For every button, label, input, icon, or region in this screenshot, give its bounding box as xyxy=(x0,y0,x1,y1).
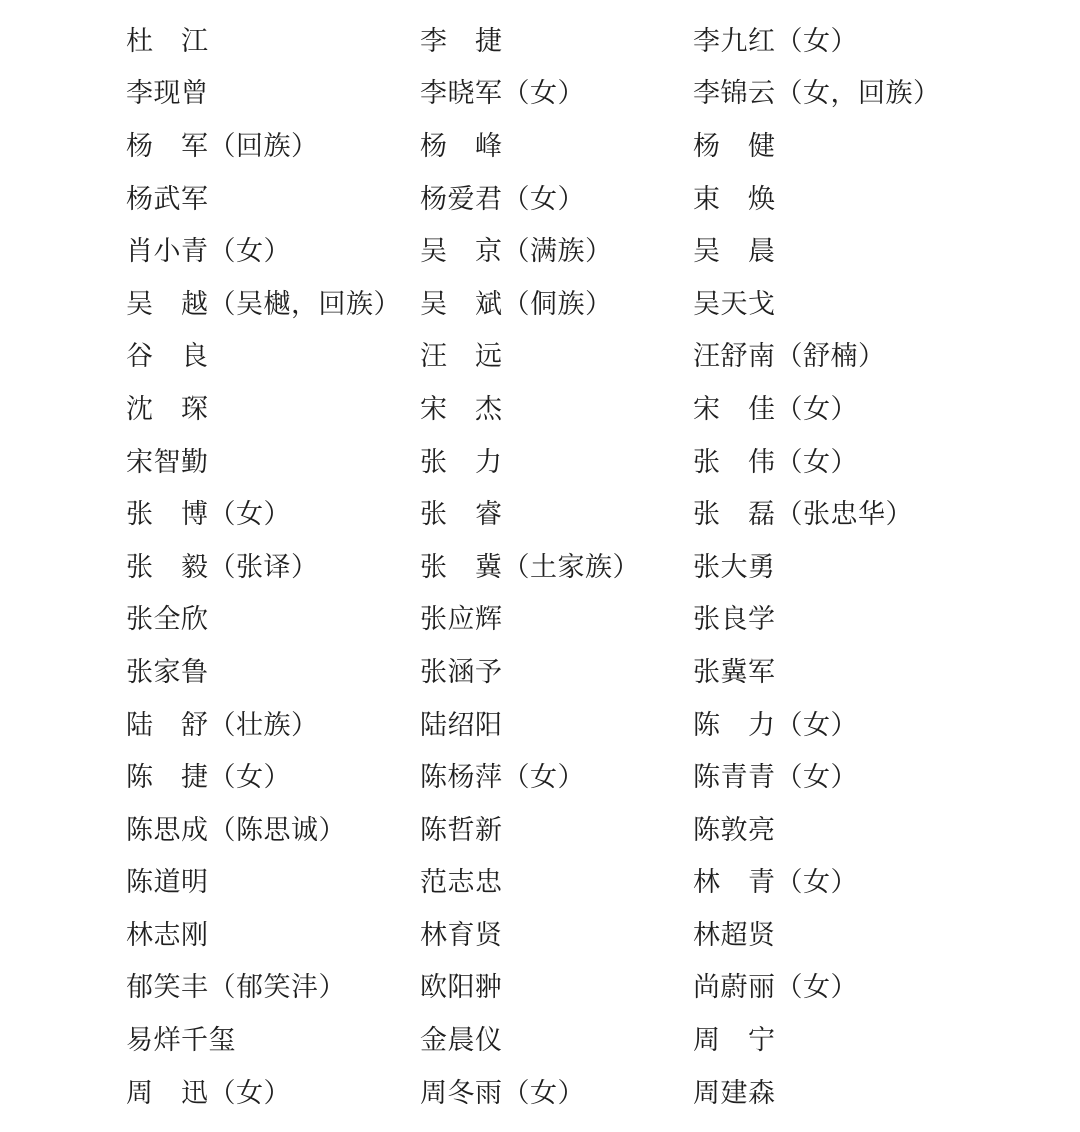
person-name: 杨 峰 xyxy=(420,130,503,162)
name-row xyxy=(0,857,1080,910)
person-name: 陈 捷（女） xyxy=(126,762,291,794)
person-name: 杨爱君（女） xyxy=(420,183,585,215)
person-name: 尚蔚丽（女） xyxy=(693,972,858,1004)
name-row xyxy=(0,541,1080,594)
person-name: 周建森 xyxy=(693,1077,776,1109)
name-row xyxy=(0,804,1080,857)
person-name: 张应辉 xyxy=(420,604,503,636)
person-name: 欧阳翀 xyxy=(420,972,503,1004)
person-name: 陈 力（女） xyxy=(693,709,858,741)
person-name: 汪 远 xyxy=(420,341,503,373)
name-list xyxy=(0,15,1080,1119)
person-name: 范志忠 xyxy=(420,867,503,899)
name-row xyxy=(0,383,1080,436)
person-name: 张 博（女） xyxy=(126,499,291,531)
person-name: 宋智勤 xyxy=(126,446,209,478)
person-name: 吴 越（吴樾，回族） xyxy=(126,288,401,320)
person-name: 杨 健 xyxy=(693,130,776,162)
person-name: 易烊千玺 xyxy=(126,1025,236,1057)
person-name: 郁笑丰（郁笑沣） xyxy=(126,972,346,1004)
person-name: 吴 斌（侗族） xyxy=(420,288,613,320)
person-name: 李现曾 xyxy=(126,78,209,110)
person-name: 张良学 xyxy=(693,604,776,636)
person-name: 李锦云（女，回族） xyxy=(693,78,941,110)
person-name: 林志刚 xyxy=(126,919,209,951)
person-name: 沈 琛 xyxy=(126,393,209,425)
person-name: 张 伟（女） xyxy=(693,446,858,478)
name-row xyxy=(0,488,1080,541)
person-name: 张 睿 xyxy=(420,499,503,531)
name-row xyxy=(0,962,1080,1015)
person-name: 宋 杰 xyxy=(420,393,503,425)
person-name: 张冀军 xyxy=(693,656,776,688)
person-name: 林超贤 xyxy=(693,919,776,951)
person-name: 金晨仪 xyxy=(420,1025,503,1057)
person-name: 周 宁 xyxy=(693,1025,776,1057)
person-name: 陈思成（陈思诚） xyxy=(126,814,346,846)
person-name: 张家鲁 xyxy=(126,656,209,688)
person-name: 汪舒南（舒楠） xyxy=(693,341,886,373)
name-row xyxy=(0,120,1080,173)
person-name: 杨武军 xyxy=(126,183,209,215)
person-name: 吴 晨 xyxy=(693,236,776,268)
person-name: 陈哲新 xyxy=(420,814,503,846)
person-name: 张大勇 xyxy=(693,551,776,583)
person-name: 张 毅（张译） xyxy=(126,551,319,583)
person-name: 束 焕 xyxy=(693,183,776,215)
person-name: 张涵予 xyxy=(420,656,503,688)
person-name: 李 捷 xyxy=(420,25,503,57)
person-name: 谷 良 xyxy=(126,341,209,373)
person-name: 张 冀（土家族） xyxy=(420,551,640,583)
name-row xyxy=(0,436,1080,489)
name-row xyxy=(0,15,1080,68)
person-name: 林育贤 xyxy=(420,919,503,951)
person-name: 宋 佳（女） xyxy=(693,393,858,425)
person-name: 张 磊（张忠华） xyxy=(693,499,913,531)
person-name: 杜 江 xyxy=(126,25,209,57)
person-name: 杨 军（回族） xyxy=(126,130,319,162)
person-name: 李九红（女） xyxy=(693,25,858,57)
person-name: 陈青青（女） xyxy=(693,762,858,794)
person-name: 李晓军（女） xyxy=(420,78,585,110)
person-name: 陆绍阳 xyxy=(420,709,503,741)
name-row xyxy=(0,594,1080,647)
person-name: 张全欣 xyxy=(126,604,209,636)
name-row xyxy=(0,646,1080,699)
person-name: 陈道明 xyxy=(126,867,209,899)
person-name: 陆 舒（壮族） xyxy=(126,709,319,741)
name-row xyxy=(0,278,1080,331)
name-row xyxy=(0,331,1080,384)
name-row xyxy=(0,751,1080,804)
person-name: 林 青（女） xyxy=(693,867,858,899)
person-name: 陈杨萍（女） xyxy=(420,762,585,794)
name-row xyxy=(0,173,1080,226)
person-name: 周 迅（女） xyxy=(126,1077,291,1109)
person-name: 吴 京（满族） xyxy=(420,236,613,268)
name-row xyxy=(0,68,1080,121)
name-row xyxy=(0,909,1080,962)
person-name: 陈敦亮 xyxy=(693,814,776,846)
name-row xyxy=(0,1014,1080,1067)
person-name: 吴天戈 xyxy=(693,288,776,320)
person-name: 肖小青（女） xyxy=(126,236,291,268)
name-row xyxy=(0,225,1080,278)
name-row xyxy=(0,1067,1080,1120)
name-row xyxy=(0,699,1080,752)
person-name: 周冬雨（女） xyxy=(420,1077,585,1109)
person-name: 张 力 xyxy=(420,446,503,478)
